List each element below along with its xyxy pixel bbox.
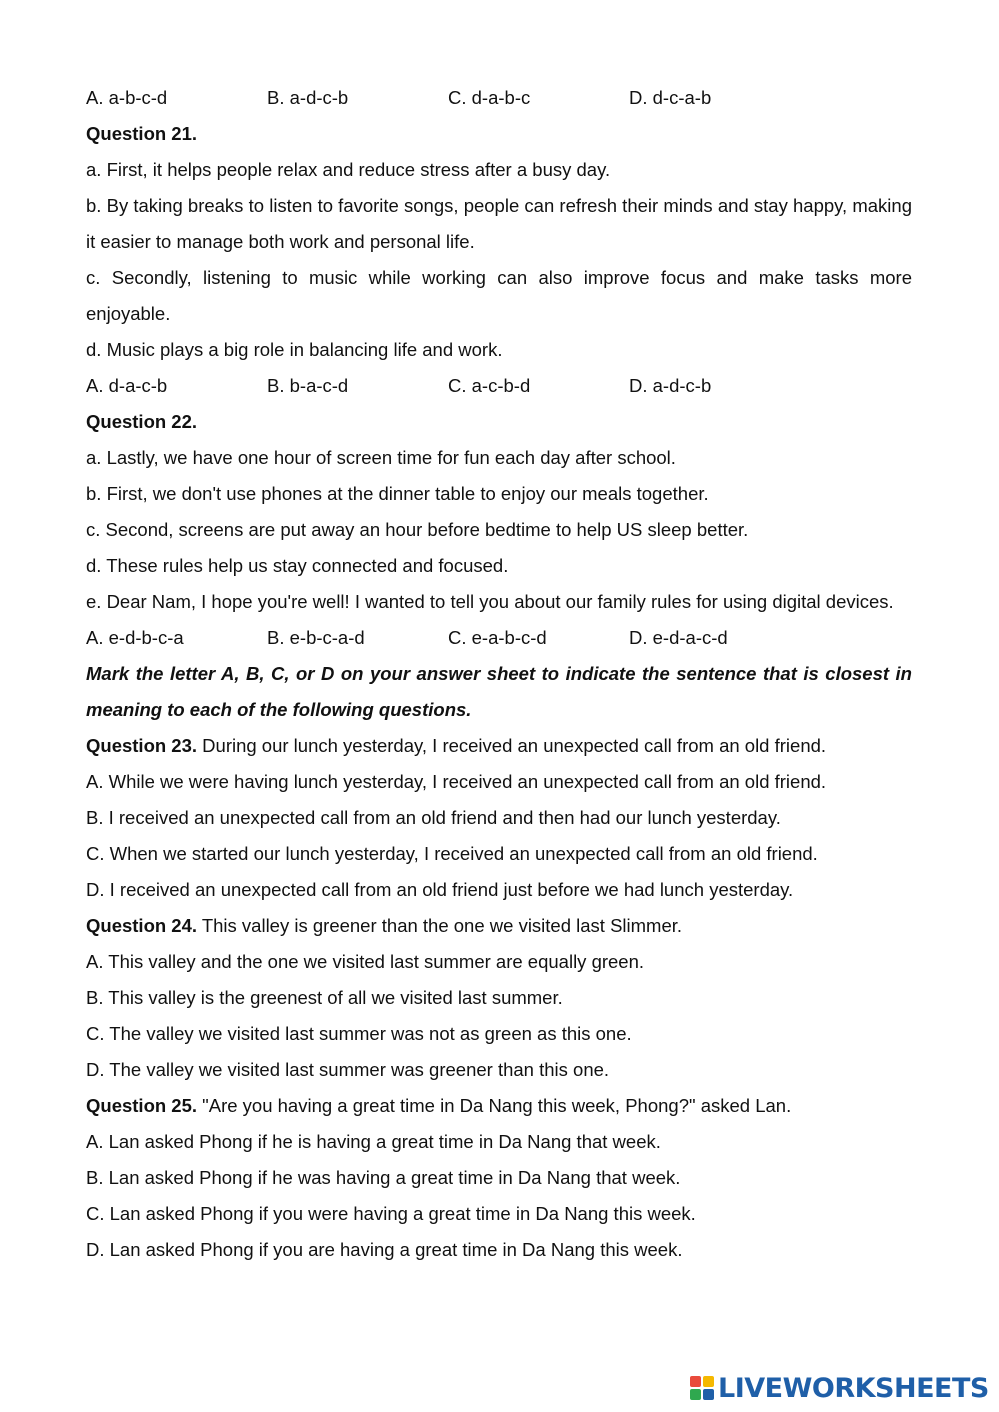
q25-answer-d: D. Lan asked Phong if you are having a great time in Da Nang this week. xyxy=(86,1239,683,1260)
worksheet-page xyxy=(86,80,912,1268)
q25-answer-b: B. Lan asked Phong if he was having a great time in Da Nang that week. xyxy=(86,1167,681,1188)
q25-answer-a: A. Lan asked Phong if he is having a great time in Da Nang that week. xyxy=(86,1131,661,1152)
q20-option-c: C. d-a-b-c xyxy=(448,87,531,108)
q22-options xyxy=(86,620,912,656)
q23-answer-a: A. While we were having lunch yesterday, I received an unexpected call from an old friend. xyxy=(86,771,827,792)
q22-sentence-e: e. Dear Nam, I hope you're well! I wanted to tell you about our family rules for using digital devices. xyxy=(86,591,894,612)
logo-square-green xyxy=(690,1389,701,1400)
q22-option-b: B. e-b-c-a-d xyxy=(267,627,365,648)
q20-option-d: D. d-c-a-b xyxy=(629,87,712,108)
q21-options xyxy=(86,368,912,404)
logo-square-red xyxy=(690,1376,701,1387)
q24-prompt xyxy=(86,908,912,944)
q22-heading: Question 22. xyxy=(86,411,198,432)
q21-sentence-a: a. First, it helps people relax and reduce stress after a busy day. xyxy=(86,159,611,180)
q23-prompt-text: During our lunch yesterday, I received an unexpected call from an old friend. xyxy=(197,735,827,756)
q23-answer-d: D. I received an unexpected call from an old friend just before we had lunch yesterday. xyxy=(86,879,794,900)
q22-sentence-a: a. Lastly, we have one hour of screen time for fun each day after school. xyxy=(86,447,676,468)
q25-answer-c: C. Lan asked Phong if you were having a great time in Da Nang this week. xyxy=(86,1203,696,1224)
q20-option-b: B. a-d-c-b xyxy=(267,87,349,108)
section-instruction: Mark the letter A, B, C, or D on your answer sheet to indicate the sentence that is closest in meaning to each of the following questions. xyxy=(86,663,912,720)
q21-option-b: B. b-a-c-d xyxy=(267,375,349,396)
q25-label: Question 25. xyxy=(86,1095,198,1116)
q21-option-a: A. d-a-c-b xyxy=(86,375,168,396)
q22-sentence-d: d. These rules help us stay connected and focused. xyxy=(86,555,509,576)
logo-square-blue xyxy=(703,1389,714,1400)
q24-answer-a: A. This valley and the one we visited last summer are equally green. xyxy=(86,951,645,972)
logo-wordmark: LIVEWORKSHEETS xyxy=(718,1372,989,1404)
logo-square-yellow xyxy=(703,1376,714,1387)
q23-answer-b: B. I received an unexpected call from an old friend and then had our lunch yesterday. xyxy=(86,807,781,828)
q24-answer-c: C. The valley we visited last summer was not as green as this one. xyxy=(86,1023,632,1044)
liveworksheets-logo xyxy=(690,1372,989,1404)
q22-sentence-c: c. Second, screens are put away an hour before bedtime to help US sleep better. xyxy=(86,519,749,540)
liveworksheets-logo-icon xyxy=(690,1376,714,1400)
q21-option-c: C. a-c-b-d xyxy=(448,375,531,396)
q22-option-c: C. e-a-b-c-d xyxy=(448,627,547,648)
q24-answer-b: B. This valley is the greenest of all we visited last summer. xyxy=(86,987,563,1008)
q25-prompt-text: "Are you having a great time in Da Nang this week, Phong?" asked Lan. xyxy=(197,1095,792,1116)
q24-label: Question 24. xyxy=(86,915,198,936)
q24-answer-d: D. The valley we visited last summer was greener than this one. xyxy=(86,1059,610,1080)
q21-sentence-b: b. By taking breaks to listen to favorite songs, people can refresh their minds and stay happy, making it easier to manage both work and personal life. xyxy=(86,195,912,252)
q20-options xyxy=(86,80,912,116)
q20-option-a: A. a-b-c-d xyxy=(86,87,168,108)
q22-option-d: D. e-d-a-c-d xyxy=(629,627,728,648)
q21-option-d: D. a-d-c-b xyxy=(629,375,712,396)
q24-prompt-text: This valley is greener than the one we visited last Slimmer. xyxy=(197,915,683,936)
q21-heading: Question 21. xyxy=(86,123,198,144)
q22-sentence-b: b. First, we don't use phones at the dinner table to enjoy our meals together. xyxy=(86,483,709,504)
q21-sentence-d: d. Music plays a big role in balancing life and work. xyxy=(86,339,503,360)
q23-answer-c: C. When we started our lunch yesterday, I received an unexpected call from an old friend. xyxy=(86,843,818,864)
q23-prompt xyxy=(86,728,912,764)
q23-label: Question 23. xyxy=(86,735,198,756)
q21-sentence-c: c. Secondly, listening to music while working can also improve focus and make tasks more enjoyable. xyxy=(86,267,912,324)
q25-prompt xyxy=(86,1088,912,1124)
q22-option-a: A. e-d-b-c-a xyxy=(86,627,184,648)
